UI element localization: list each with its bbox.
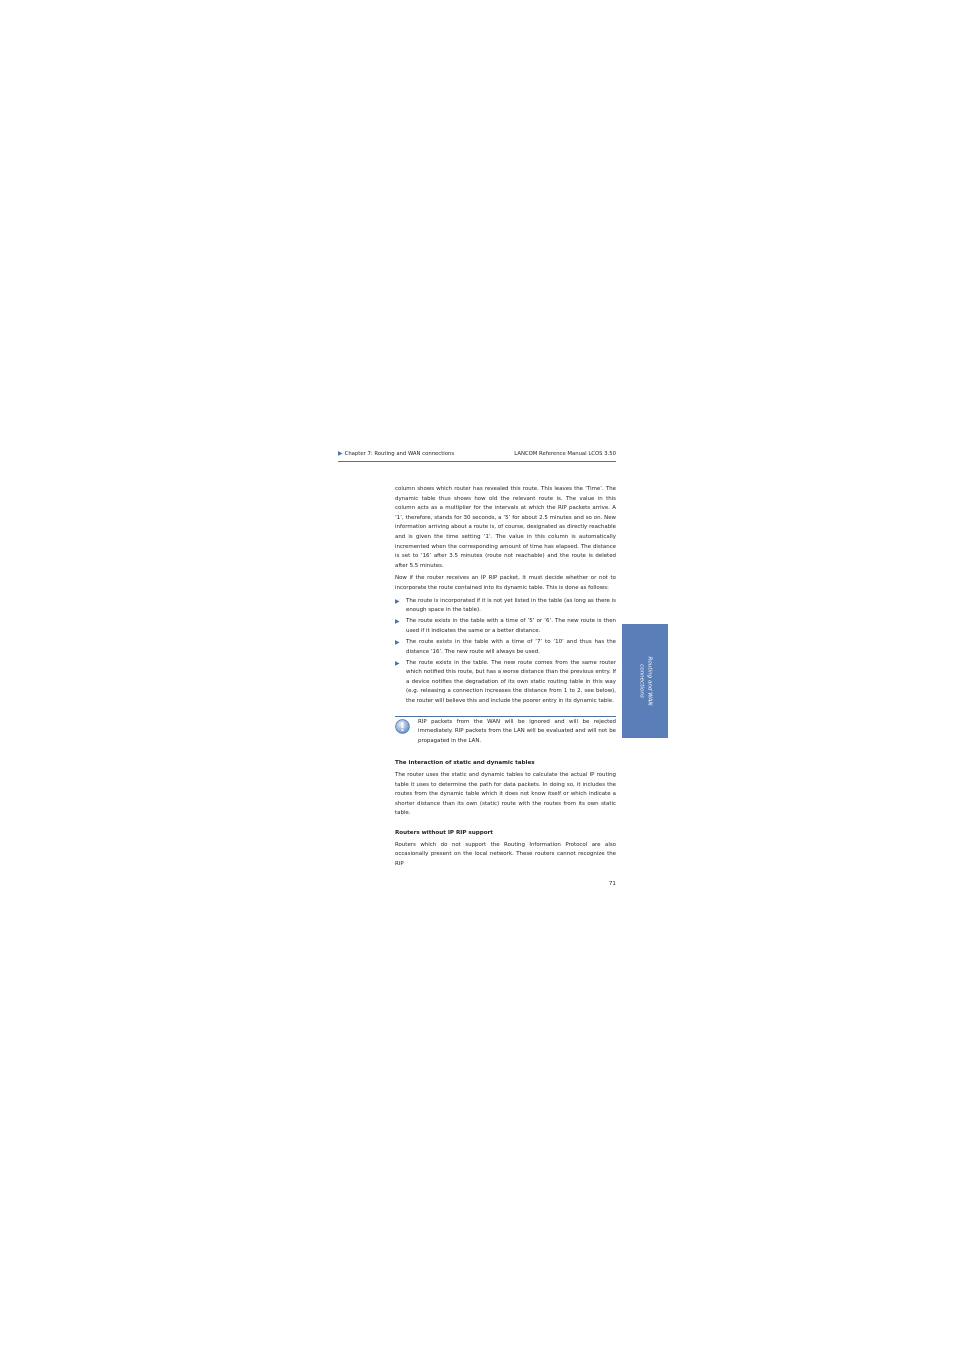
paragraph: Routers which do not support the Routing Information Protocol are also occasionally present on the local network. These routers cannot recognize the RIP: [395, 841, 616, 867]
bullet-list: [395, 597, 616, 707]
page-content: [395, 485, 616, 879]
list-item: [395, 638, 616, 657]
page-number: 71: [608, 881, 616, 887]
triangle-right-icon: ▶: [338, 450, 343, 457]
triangle-right-icon: ▶: [395, 659, 400, 667]
info-note: [395, 716, 616, 747]
note-text: RIP packets from the WAN will be ignored and will be rejected immediately. RIP packets from the LAN will be evaluated and will not be propagated in the LAN.: [418, 718, 616, 744]
paragraph: The router uses the static and dynamic tables to calculate the actual IP routing table it uses to determine the path for data packets. In doing so, it includes the routes from the dynamic table which it does not know itself or which indicate a shorter distance than its own (static) route with the routes from its own static table.: [395, 771, 616, 817]
chapter-side-tab: [622, 624, 668, 738]
list-item-text: The route exists in the table with a time of ‘7’ to ‘10’ and thus has the distance ‘16’. The new route will always be used.: [406, 638, 616, 655]
header-chapter-text: Chapter 7: Routing and WAN connections: [344, 451, 455, 457]
triangle-right-icon: ▶: [395, 618, 400, 626]
list-item: [395, 659, 616, 707]
section-heading: Routers without IP RIP support: [395, 829, 493, 836]
list-item-text: The route exists in the table. The new route comes from the same router which notified this route, but has a worse distance than the previous entry. If a device notifies the degradation of its own static routing table in this way (e.g. releasing a connection increases the distance from 1 to 2, see below), the router will believe this and include the poorer entry in its dynamic table.: [406, 659, 616, 704]
list-item: [395, 597, 616, 616]
info-icon: [395, 719, 410, 734]
paragraph: column shows which router has revealed this route. This leaves the ‘Time’. The dynamic table thus shows how old the relevant route is. The value in this column acts as a multiplier for the intervals at which the RIP packets arrive. A ‘1’, therefore, stands for 30 seconds, a ‘5’ for about 2.5 minutes and so on. New information arriving about a route is, of course, designated as directly reachable and is given the time setting ‘1’. The value in this column is automatically incremented when the corresponding amount of time has elapsed. The distance is set to ‘16’ after 3.5 minutes (route not reachable) and the route is deleted after 5.5 minutes.: [395, 486, 616, 569]
list-item-text: The route exists in the table with a time of ‘5’ or ‘6’. The new route is then used if it indicates the same or a better distance.: [406, 618, 616, 634]
header-manual-title: LANCOM Reference Manual LCOS 3.50: [514, 451, 616, 457]
page-header: [338, 449, 616, 462]
paragraph: Now if the router receives an IP RIP packet, it must decide whether or not to incorporate the route contained into its dynamic table. This is done as follows:: [395, 575, 616, 591]
header-chapter: [338, 450, 454, 458]
section-static-dynamic-tables: [395, 759, 616, 819]
list-item: [395, 617, 616, 636]
list-item-text: The route is incorporated if it is not yet listed in the table (as long as there is enough space in the table).: [406, 597, 616, 614]
triangle-right-icon: ▶: [395, 638, 400, 646]
section-routers-without-rip: [395, 829, 616, 869]
section-heading: The interaction of static and dynamic tables: [395, 760, 535, 767]
side-tab-label: Routing and WAN connections: [639, 656, 653, 706]
triangle-right-icon: ▶: [395, 597, 400, 605]
